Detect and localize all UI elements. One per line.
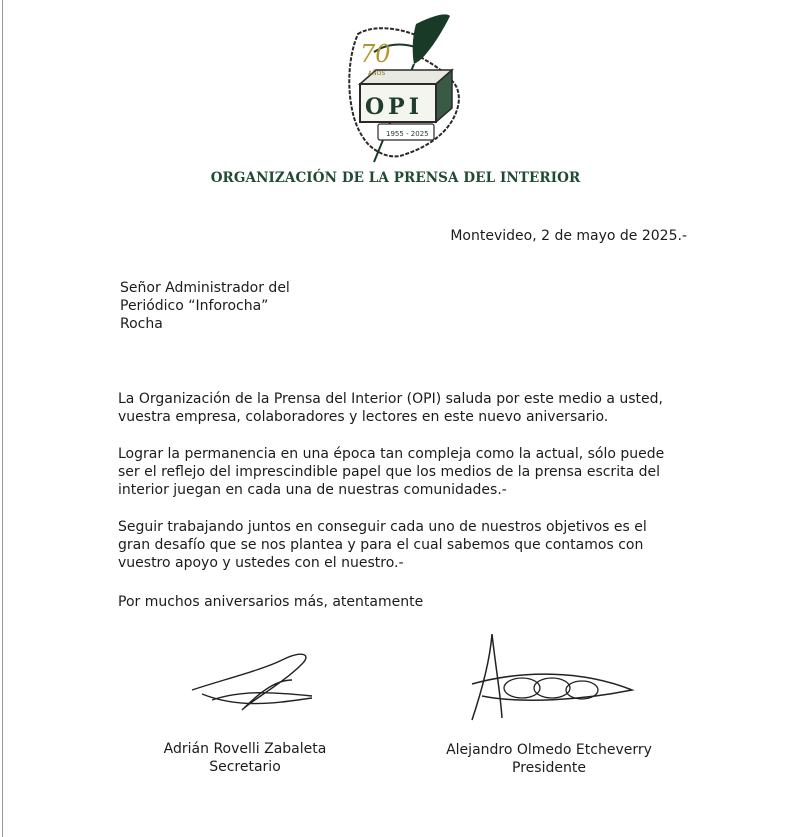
scan-edge-line: [2, 0, 3, 837]
body-paragraph-greeting: [118, 390, 688, 426]
organization-name: ORGANIZACIÓN DE LA PRENSA DEL INTERIOR: [210, 170, 581, 186]
recipient-line: Señor Administrador del: [120, 280, 290, 296]
signatory-name: Alejandro Olmedo Etcheverry: [446, 742, 652, 758]
paragraph-line: gran desafío que se nos plantea y para el cual sabemos que contamos con: [118, 537, 644, 553]
recipient-line: Rocha: [120, 316, 163, 332]
paragraph-line: Seguir trabajando juntos en conseguir cada uno de nuestros objetivos es el: [118, 519, 647, 535]
date-line: Montevideo, 2 de mayo de 2025.-: [450, 228, 687, 244]
signatory-role: Presidente: [512, 760, 586, 776]
recipient-line: Periódico “Inforocha”: [120, 298, 269, 314]
logo-years-number: 70: [360, 40, 391, 68]
logo-years-word: AÑOS: [368, 70, 386, 77]
secretary-signature: [182, 640, 322, 722]
logo-emblem-graphic: [340, 14, 470, 164]
paragraph-line: vuestro apoyo y ustedes con el nuestro.-: [118, 555, 404, 571]
logo-period: 1955 - 2025: [386, 130, 429, 138]
logo-acronym: OPI: [365, 94, 423, 120]
paragraph-line: Lograr la permanencia en una época tan compleja como la actual, sólo puede: [118, 446, 665, 462]
paragraph-line: ser el reflejo del imprescindible papel que los medios de la prensa escrita del: [118, 464, 660, 480]
recipient-block: [120, 279, 290, 333]
signatory-secretary: [140, 740, 350, 776]
paragraph-line: vuestra empresa, colaboradores y lectores en este nuevo aniversario.: [118, 409, 609, 425]
president-signature: [462, 630, 646, 726]
closing-line: Por muchos aniversarios más, atentamente: [118, 594, 424, 610]
paragraph-line: La Organización de la Prensa del Interior (OPI) saluda por este medio a usted,: [118, 391, 663, 407]
body-paragraph-permanence: [118, 445, 688, 499]
opi-anniversary-logo: [340, 14, 470, 164]
paragraph-line: interior juegan en cada una de nuestras comunidades.-: [118, 482, 507, 498]
body-paragraph-objectives: [118, 518, 688, 572]
signatory-president: [434, 741, 664, 777]
signatory-role: Secretario: [209, 759, 281, 775]
signatory-name: Adrián Rovelli Zabaleta: [163, 741, 327, 757]
